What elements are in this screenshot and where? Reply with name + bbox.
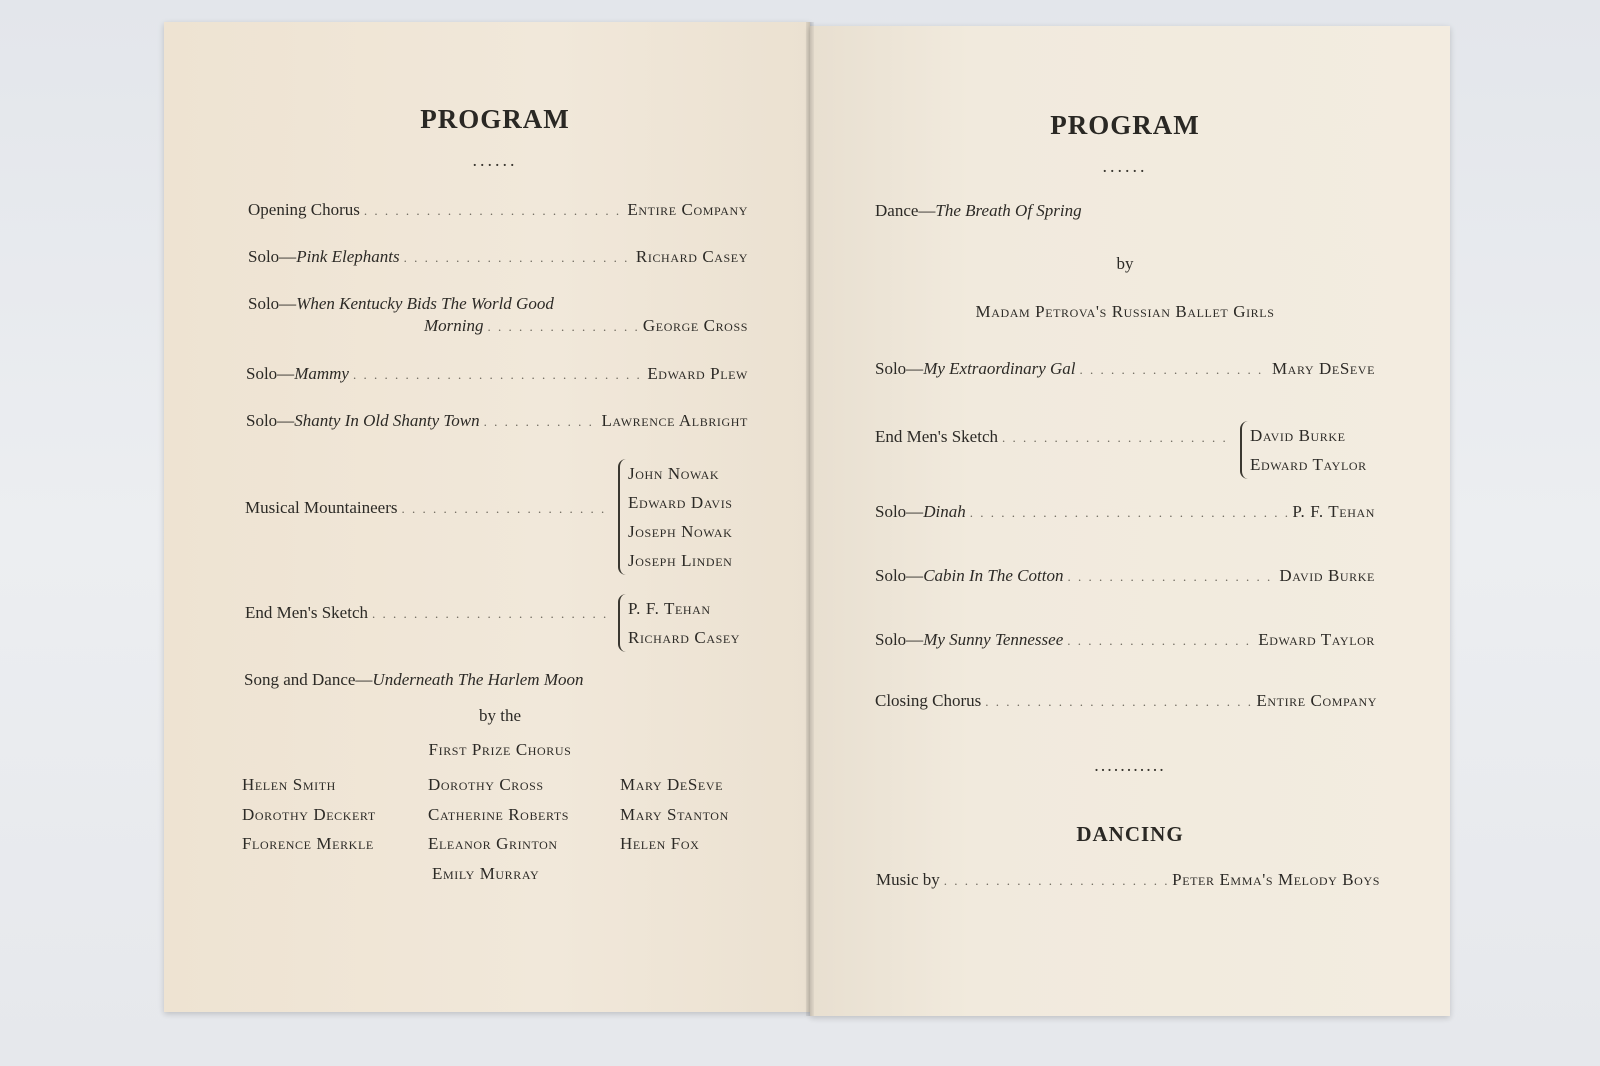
page-fold bbox=[806, 22, 814, 1016]
left-separator: ...... bbox=[472, 150, 518, 170]
leader-dots bbox=[364, 203, 623, 219]
chorus-column-2 bbox=[428, 770, 569, 888]
item-title: When Kentucky Bids The World Good bbox=[296, 294, 554, 313]
chorus-member: Helen Smith bbox=[242, 775, 336, 794]
item-title: Pink Elephants bbox=[296, 247, 400, 266]
item-label: Solo— bbox=[875, 502, 924, 521]
item-performer: David Burke bbox=[1279, 566, 1375, 585]
item-label: Musical Mountaineers bbox=[245, 498, 398, 517]
program-item-mountaineers bbox=[245, 498, 615, 518]
leader-dots bbox=[1080, 362, 1268, 378]
sketch-list bbox=[618, 594, 740, 652]
program-item-extraordinary-gal bbox=[875, 359, 1375, 379]
item-label: Closing Chorus bbox=[875, 691, 982, 710]
item-title: Dinah bbox=[923, 502, 966, 521]
performer-name: David Burke bbox=[1250, 426, 1346, 445]
sketch-list-2 bbox=[1240, 421, 1367, 479]
leader-dots bbox=[1067, 633, 1254, 649]
item-title-cont: Morning bbox=[424, 316, 484, 335]
item-performer: Mary DeSeve bbox=[1271, 359, 1375, 378]
right-page-heading: PROGRAM bbox=[1050, 110, 1200, 140]
chorus-member: Dorothy Deckert bbox=[242, 804, 376, 824]
program-item-pink-elephants bbox=[248, 247, 748, 267]
leader-dots bbox=[1002, 430, 1233, 446]
leader-dots bbox=[944, 873, 1168, 889]
performer-name: Edward Taylor bbox=[1250, 455, 1367, 474]
left-page-heading: PROGRAM bbox=[420, 104, 570, 134]
item-title: Underneath The Harlem Moon bbox=[372, 670, 584, 689]
leader-dots bbox=[488, 319, 639, 335]
program-item-end-mens-sketch bbox=[245, 603, 615, 623]
dancing-heading: DANCING bbox=[1076, 822, 1184, 846]
program-item-end-mens-sketch-2 bbox=[875, 427, 1237, 447]
item-label: Solo— bbox=[248, 294, 297, 313]
leader-dots bbox=[372, 606, 611, 622]
chorus-member: Emily Murray bbox=[432, 863, 540, 883]
item-performer: P. F. Tehan bbox=[1292, 502, 1375, 521]
item-title: Shanty In Old Shanty Town bbox=[294, 411, 480, 430]
leader-dots bbox=[404, 250, 632, 266]
leader-dots bbox=[484, 414, 598, 430]
item-label: End Men's Sketch bbox=[875, 427, 998, 446]
item-title: The Breath Of Spring bbox=[935, 201, 1082, 220]
leader-dots bbox=[1067, 569, 1275, 585]
chorus-member: Eleanor Grinton bbox=[428, 834, 558, 853]
leader-dots bbox=[985, 694, 1252, 710]
program-item-closing-chorus bbox=[875, 691, 1377, 711]
chorus-member: Dorothy Cross bbox=[428, 775, 544, 794]
item-title: My Extraordinary Gal bbox=[923, 359, 1076, 378]
leader-dots bbox=[353, 367, 643, 383]
performer-name: Richard Casey bbox=[628, 628, 741, 647]
leader-dots bbox=[970, 505, 1289, 521]
chorus-member: Catherine Roberts bbox=[428, 804, 570, 824]
chorus-member: Florence Merkle bbox=[242, 834, 374, 853]
program-item-kentucky-line2 bbox=[424, 316, 748, 336]
by-the: by the bbox=[478, 706, 522, 725]
item-performer: Edward Plew bbox=[647, 364, 748, 383]
program-item-opening-chorus bbox=[248, 200, 748, 220]
item-performer: George Cross bbox=[642, 316, 748, 335]
by: by bbox=[1116, 254, 1134, 273]
item-label: Solo— bbox=[875, 359, 924, 378]
program-item-breath-of-spring bbox=[875, 201, 1082, 221]
program-item-song-and-dance bbox=[244, 670, 583, 690]
leader-dots bbox=[402, 501, 612, 517]
item-label: Solo— bbox=[875, 566, 924, 585]
chorus-member: Helen Fox bbox=[620, 834, 700, 853]
item-performer: Richard Casey bbox=[635, 247, 748, 266]
performer-name: Edward Davis bbox=[628, 493, 733, 512]
right-separator: ...... bbox=[1102, 156, 1148, 176]
item-performer: Peter Emma's Melody Boys bbox=[1172, 870, 1380, 889]
item-label: Opening Chorus bbox=[248, 200, 360, 219]
item-label: Solo— bbox=[875, 630, 924, 649]
item-title: Cabin In The Cotton bbox=[923, 566, 1064, 585]
performer-name: John Nowak bbox=[628, 464, 720, 483]
performer-name: Joseph Nowak bbox=[628, 522, 733, 541]
item-performer: Lawrence Albright bbox=[601, 411, 748, 430]
chorus-member: Mary DeSeve bbox=[620, 775, 724, 794]
chorus-column-3 bbox=[620, 770, 729, 859]
chorus-member: Mary Stanton bbox=[620, 804, 729, 824]
ballet-group: Madam Petrova's Russian Ballet Girls bbox=[975, 302, 1275, 321]
item-title: Mammy bbox=[294, 364, 349, 383]
item-performer: Entire Company bbox=[627, 200, 748, 219]
item-label: Solo— bbox=[246, 364, 295, 383]
program-item-shanty bbox=[246, 411, 748, 431]
item-title: My Sunny Tennessee bbox=[923, 630, 1064, 649]
group-name: First Prize Chorus bbox=[428, 740, 572, 759]
item-label: Song and Dance— bbox=[244, 670, 373, 689]
program-item-kentucky-line1 bbox=[248, 294, 554, 314]
program-item-dinah bbox=[875, 502, 1375, 522]
program-item-cabin-in-the-cotton bbox=[875, 566, 1375, 586]
item-label: Solo— bbox=[248, 247, 297, 266]
performer-name: Joseph Linden bbox=[628, 551, 733, 570]
item-label: Solo— bbox=[246, 411, 295, 430]
item-label: End Men's Sketch bbox=[245, 603, 368, 622]
program-item-mammy bbox=[246, 364, 748, 384]
right-separator-2: ........... bbox=[1094, 755, 1166, 775]
item-label: Dance— bbox=[875, 201, 936, 220]
mountaineers-list bbox=[618, 459, 733, 575]
item-performer: Entire Company bbox=[1256, 691, 1377, 710]
music-by-row bbox=[876, 870, 1380, 890]
performer-name: P. F. Tehan bbox=[628, 599, 711, 618]
item-performer: Edward Taylor bbox=[1258, 630, 1375, 649]
program-item-sunny-tennessee bbox=[875, 630, 1375, 650]
item-label: Music by bbox=[876, 870, 940, 889]
chorus-column-1 bbox=[242, 770, 376, 859]
